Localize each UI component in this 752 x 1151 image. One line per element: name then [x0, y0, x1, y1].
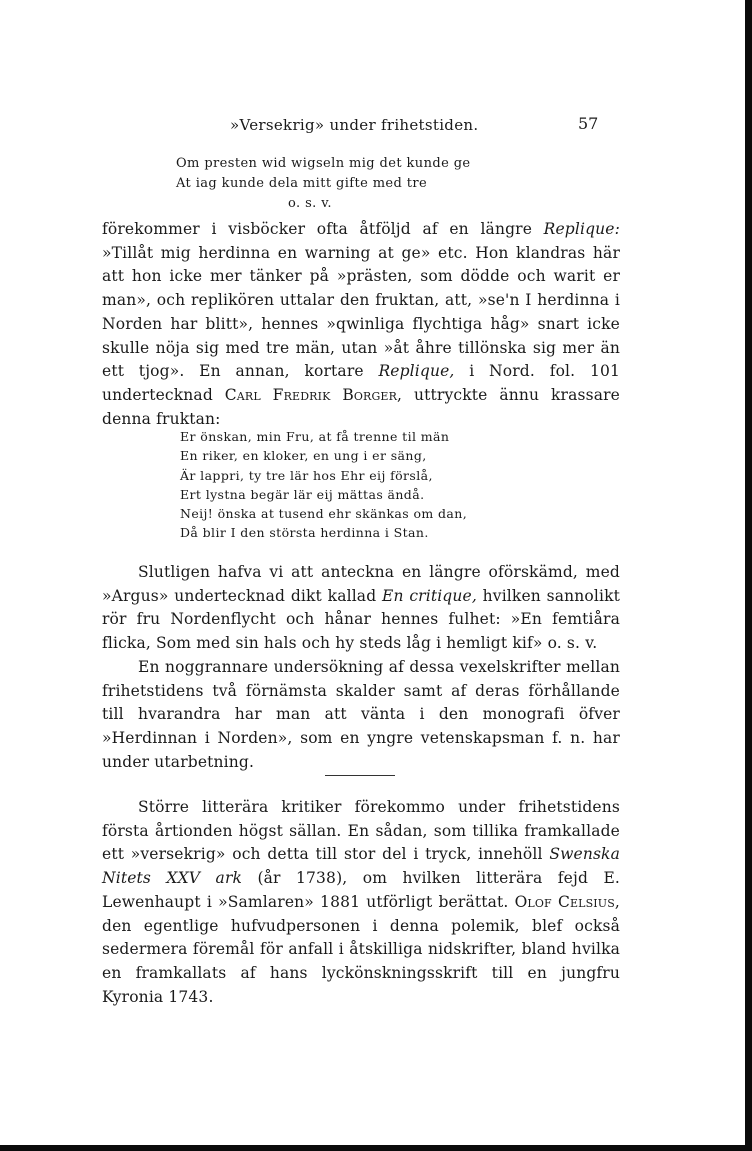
verse-quote-1: [176, 154, 471, 214]
italic-title: En critique,: [382, 586, 477, 605]
text-run: hvilken sannolikt rör fru Nordenflycht och hånar hennes fulhet: »En femtiåra flicka, Som med sin hals och hy steds låg i hemligt kif» o. s. v.: [102, 586, 621, 653]
text-run: , den egentlige hufvudpersonen i denna polemik, blef också sedermera föremål för anfall i åtskilliga nidskrifter, bland hvilka en framkallats af hans lyckönskningsskrift till en jungfru Kyronia 1743.: [102, 892, 620, 1006]
verse-line: Er önskan, min Fru, at få trenne til män: [180, 429, 450, 444]
verse-line: Ert lystna begär lär eij mättas ändå.: [180, 486, 425, 502]
author-name: Olof Celsius: [514, 892, 615, 911]
author-name: Carl Fredrik Borger: [224, 385, 398, 404]
verse-ending: o. s. v.: [288, 196, 332, 211]
text-run: Slutligen hafva vi att anteckna en längre oförskämd, med »Argus» undertecknad dikt kallad: [102, 563, 620, 605]
verse-line: At iag kunde dela mitt gifte med tre: [176, 176, 428, 191]
section-divider: [325, 775, 395, 776]
page-number: 57: [578, 114, 599, 133]
verse-line: Då blir I den största herdinna i Stan.: [180, 525, 429, 541]
text-run: , uttryckte ännu krassare denna fruktan:: [102, 385, 620, 428]
verse-line: Om presten wid wigseln mig det kunde ge: [176, 156, 471, 171]
running-title: »Versekrig» under frihetstiden.: [230, 116, 479, 134]
verse-quote-2: [180, 427, 467, 543]
verse-line: Neij! önska at tusend ehr skänkas om dan,: [180, 506, 468, 522]
verse-line: Är lappri, ty tre lär hos Ehr eij förslå,: [180, 467, 433, 483]
text-run: (år 1738), om hvilken litterära fejd E. Lewenhaupt i »Samlaren» 1881 utförligt berättat.: [102, 869, 620, 911]
text-run: En noggrannare undersökning af dessa vexelskrifter mellan frihetstidens två förnämsta skalder samt af deras förhållande till hvarandra har man att vänta i den monografi öfver »Herdinnan i Norden», som en yngre vetenskapsman f. n. har under utarbetning.: [102, 658, 620, 771]
italic-title: Swenska Nitets XXV ark: [102, 845, 620, 888]
text-run: i Nord. fol. 101 undertecknad: [102, 362, 621, 404]
verse-line: En riker, en kloker, en ung i er säng,: [180, 448, 427, 464]
scan-edge-bottom: [0, 1145, 752, 1151]
paragraph-1: [102, 218, 620, 431]
text-run: »Tillåt mig herdinna en warning at ge» etc. Hon klandras här att hon icke mer tänker på »prästen, som dödde och warit er man», och replikören uttalar den fruktan, att, »se'n I herdinna i Norden har blitt», hennes »qwinliga flychtiga håg» snart icke skulle nöja sig med tre män, utan »åt åhre tillönska sig mer än ett tjog». En annan, kortare: [102, 243, 620, 381]
paragraph-4: [102, 796, 620, 1009]
text-run: förekommer i visböcker ofta åtföljd af en längre: [102, 220, 544, 238]
text-run: Större litterära kritiker förekommo under frihetstidens första årtionden högst sällan. En sådan, som tillika framkallade ett »versekrig» och detta till stor del i tryck, innehöll: [102, 798, 620, 864]
italic-title: Replique,: [378, 362, 455, 381]
italic-title: Replique:: [543, 220, 620, 238]
scan-edge-right: [745, 0, 752, 1151]
paragraph-2: [102, 561, 620, 656]
paragraph-3: [102, 656, 620, 775]
